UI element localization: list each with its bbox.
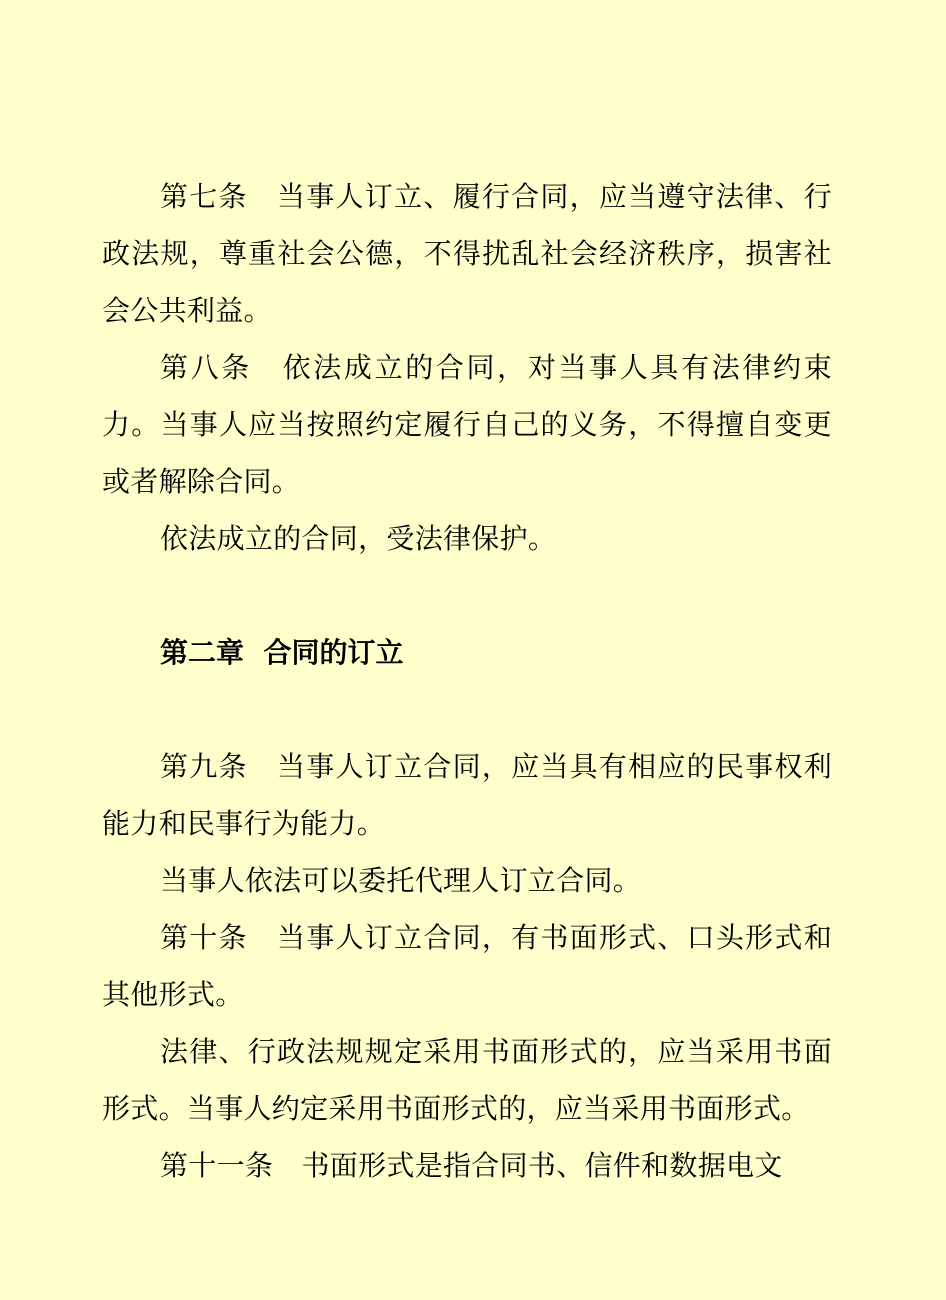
- spacer: [102, 681, 832, 738]
- article-8: 第八条 依法成立的合同，对当事人具有法律约束力。当事人应当按照约定履行自己的义务，不得擅自变更或者解除合同。: [102, 351, 832, 498]
- article-9-paragraph-2: 当事人依法可以委托代理人订立合同。: [160, 864, 642, 897]
- article-10-paragraph-2: 法律、行政法规规定采用书面形式的，应当采用书面形式。当事人约定采用书面形式的，应当采用书面形式。: [102, 1035, 832, 1125]
- article-9: 第九条 当事人订立合同，应当具有相应的民事权利能力和民事行为能力。: [102, 750, 832, 840]
- spacer: [102, 567, 832, 624]
- article-8-paragraph-2: 依法成立的合同，受法律保护。: [160, 522, 557, 555]
- article-7: 第七条 当事人订立、履行合同，应当遵守法律、行政法规，尊重社会公德，不得扰乱社会经济秩序，损害社会公共利益。: [102, 180, 832, 327]
- chapter-heading: 第二章 合同的订立: [160, 636, 404, 669]
- article-11: 第十一条 书面形式是指合同书、信件和数据电文: [160, 1149, 783, 1182]
- document-page: [102, 168, 832, 1194]
- article-10: 第十条 当事人订立合同，有书面形式、口头形式和其他形式。: [102, 921, 832, 1011]
